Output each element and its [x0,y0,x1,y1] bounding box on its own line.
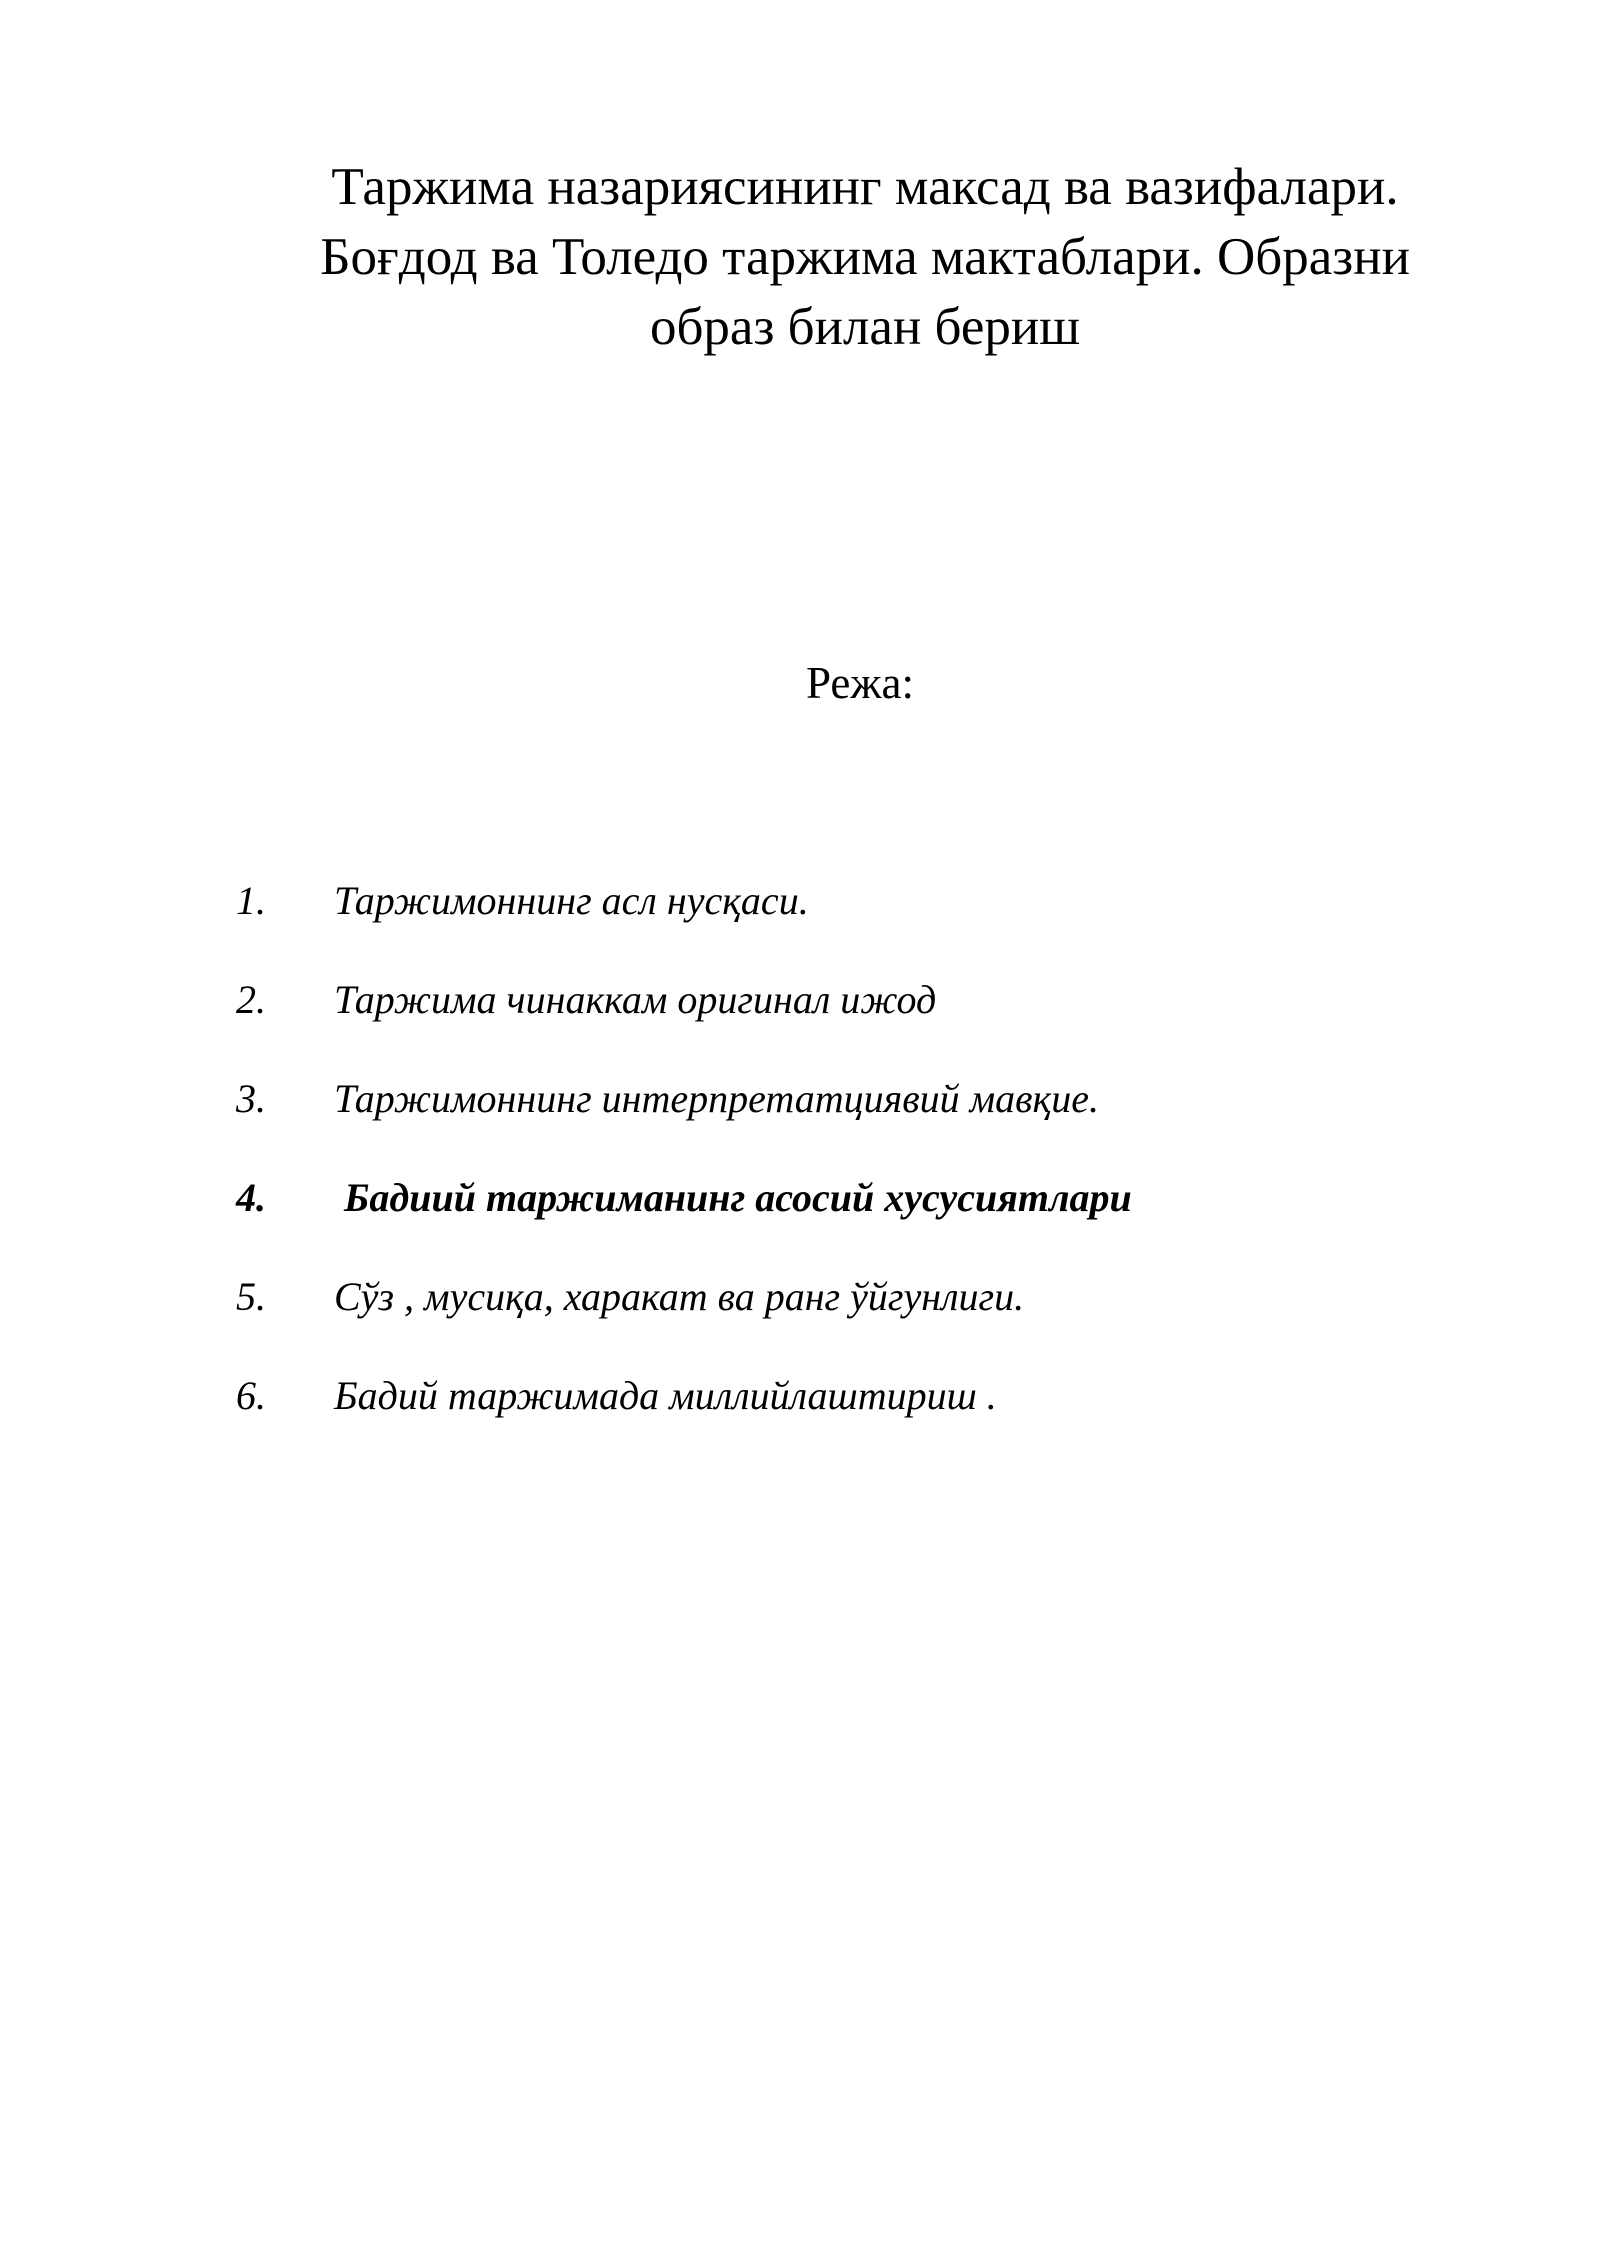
plan-item-5 [236,1271,1436,1370]
plan-item-3 [236,1073,1436,1172]
title-line-3: образ билан бериш [649,298,1081,356]
plan-item-text: Бадиий таржиманинг асосий хусусиятлари [344,1175,1132,1220]
plan-item-number: 1. [236,878,266,923]
plan-item-1 [236,875,1436,974]
title-line-1: Таржима назариясининг максад ва вазифалари. [331,158,1399,216]
plan-item-number: 4. [236,1175,266,1220]
plan-list [236,875,1436,1469]
plan-item-4 [236,1172,1436,1271]
plan-item-number: 6. [236,1373,266,1418]
plan-heading: Режа: [806,658,914,708]
plan-item-number: 5. [236,1274,266,1319]
plan-item-text: Сўз , мусиқа, харакат ва ранг ўйгунлиги. [334,1274,1025,1319]
plan-item-number: 2. [236,977,266,1022]
plan-item-text: Таржимоннинг интерпретатциявий мавқие. [334,1076,1099,1121]
plan-item-text: Таржимоннинг асл нусқаси. [334,878,809,923]
plan-item-text: Бадий таржимада миллийлаштириш . [334,1373,997,1418]
plan-item-2 [236,974,1436,1073]
plan-item-number: 3. [236,1076,266,1121]
title-line-2: Боғдод ва Толедо таржима мактаблари. Образни [320,228,1410,286]
plan-item-text: Таржима чинаккам оригинал ижод [334,977,937,1022]
plan-item-6 [236,1370,1436,1469]
document-title [200,152,1530,362]
